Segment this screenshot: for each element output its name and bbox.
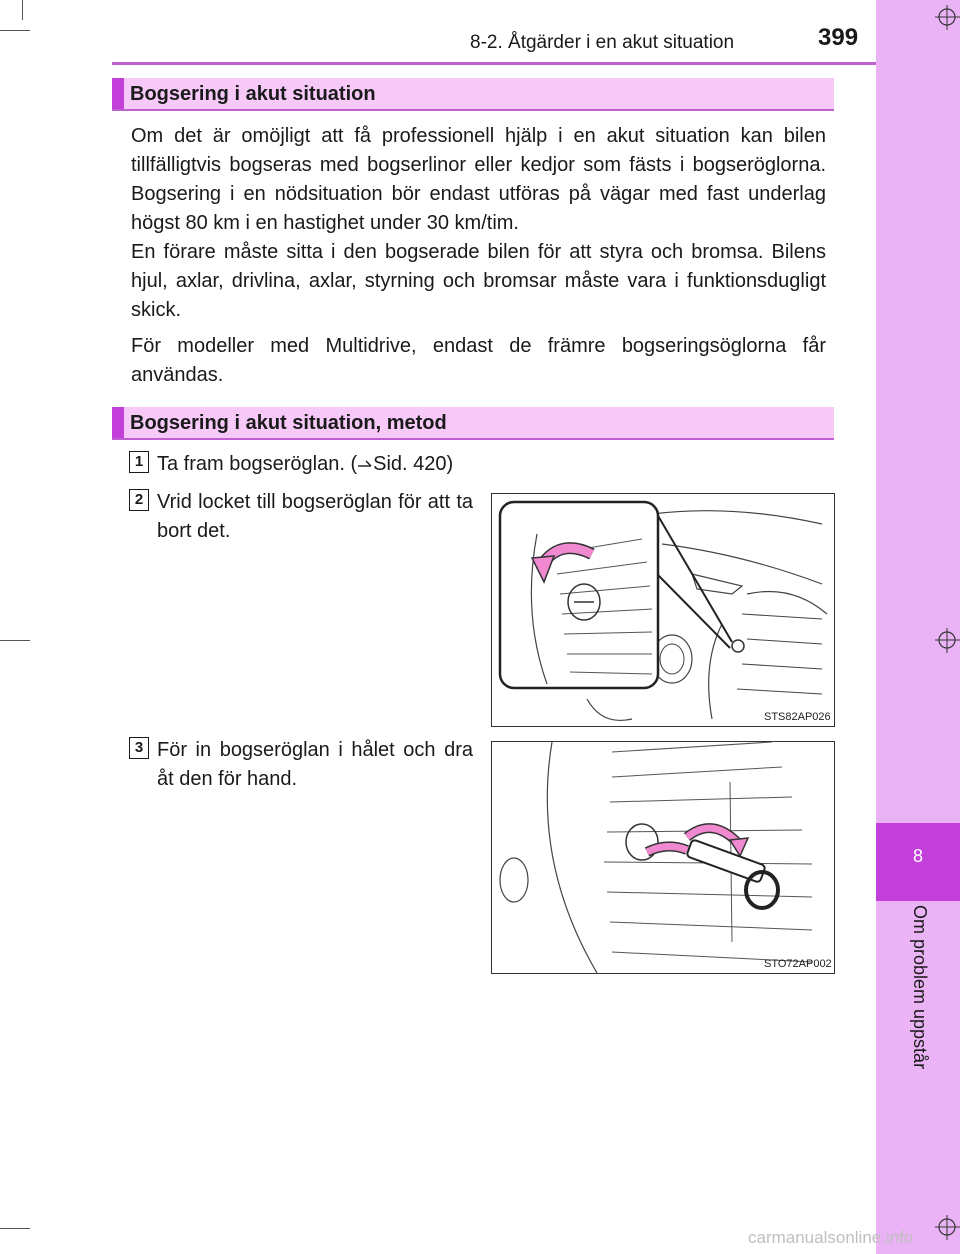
- watermark: carmanualsonline.info: [748, 1228, 914, 1247]
- page-reference-link[interactable]: Sid. 420: [373, 453, 447, 475]
- paragraph: För modeller med Multidrive, endast de främre bogseringsöglorna får användas.: [131, 335, 826, 386]
- paragraph: En förare måste sitta i den bogserade bilen för att styra och bromsa. Bilens hjul, axlar, drivlina, axlar, styrning och bromsar måste vara i funktionsdugligt skick.: [131, 241, 826, 321]
- running-header: 8-2. Åtgärder i en akut situation: [470, 32, 735, 53]
- figure-code: STO72AP002: [764, 958, 832, 970]
- step-text: Vrid locket till bogseröglan för att ta bort det.: [157, 491, 473, 542]
- step-number: 2: [129, 489, 149, 511]
- crop-mark: [0, 30, 30, 31]
- tow-eyelet-illustration: [492, 742, 834, 973]
- step-text: [157, 450, 453, 479]
- figure-remove-cover: [491, 493, 835, 727]
- arrow-right-icon: [357, 450, 373, 479]
- step-text-part: ): [446, 453, 454, 475]
- section-title: Bogsering i akut situation, metod: [130, 412, 447, 434]
- header-rule: [112, 62, 876, 65]
- section-heading-bar: [112, 407, 124, 438]
- step-number: 1: [129, 451, 149, 473]
- registration-mark-icon: [935, 5, 960, 30]
- chapter-number: 8: [912, 846, 923, 866]
- step-text: För in bogseröglan i hålet och dra åt den för hand.: [157, 739, 473, 790]
- section-heading-bar: [112, 78, 124, 109]
- registration-mark-icon: [935, 628, 960, 653]
- crop-mark: [22, 0, 23, 20]
- registration-mark-icon: [935, 1215, 960, 1240]
- section-title: Bogsering i akut situation: [130, 83, 376, 105]
- figure-code: STS82AP026: [764, 711, 831, 723]
- step-number: 3: [129, 737, 149, 759]
- page-number: 399: [818, 24, 859, 51]
- section-heading: [112, 78, 834, 111]
- section-heading: [112, 407, 834, 440]
- step-text-part: Ta fram bogseröglan. (: [157, 453, 358, 475]
- paragraph: Om det är omöjligt att få professionell hjälp i en akut situation kan bilen tillfälligtvis bogseras med bogserlinor eller kedjor som fästs i bogseröglorna. Bogsering i en nödsituation bör endast utföras på vägar med fast underlag högst 80 km i en hastighet under 30 km/tim.: [131, 125, 826, 234]
- figure-install-eyelet: [491, 741, 835, 974]
- bumper-grille-illustration: [492, 494, 834, 726]
- chapter-label: Om problem uppstår: [910, 905, 930, 1070]
- crop-mark: [0, 640, 30, 641]
- crop-mark: [0, 1228, 30, 1229]
